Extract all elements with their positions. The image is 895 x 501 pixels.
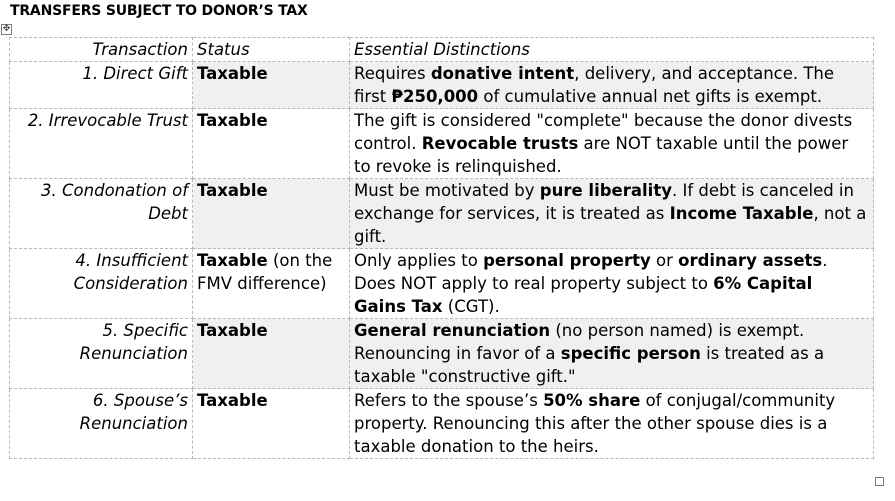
distinction-cell [350, 62, 874, 109]
status-cell [193, 62, 350, 109]
emphasis-text: Income Taxable [669, 204, 814, 223]
distinction-text: (no person named) is exempt. Renouncing in favor of a [354, 321, 805, 363]
status-cell [193, 109, 350, 179]
table-row [10, 389, 874, 459]
distinction-text: are NOT taxable until the power to revoke is relinquished. [354, 134, 849, 176]
header-row [10, 38, 874, 62]
emphasis-text: personal property [483, 251, 651, 270]
transaction-cell: 5. Specific Renunciation [10, 319, 193, 389]
table-row [10, 249, 874, 319]
status-cell [193, 249, 350, 319]
distinction-cell [350, 319, 874, 389]
document-title: TRANSFERS SUBJECT TO DONOR’S TAX [10, 3, 308, 19]
distinction-text: , delivery, and acceptance. The first [354, 64, 835, 106]
status-note: (on the FMV difference) [197, 251, 333, 293]
distinction-text: (CGT). [442, 297, 500, 316]
distinction-text: Only applies to [354, 251, 484, 270]
emphasis-text: 6% Capital Gains Tax [354, 274, 813, 316]
status-label: Taxable [197, 181, 268, 200]
transaction-cell: 3. Condonation of Debt [10, 179, 193, 249]
table-resize-handle[interactable] [875, 477, 884, 486]
status-cell [193, 389, 350, 459]
transaction-cell: 2. Irrevocable Trust [10, 109, 193, 179]
distinction-text: . Does NOT apply to real property subject to [354, 251, 828, 293]
emphasis-text: specific person [560, 344, 701, 363]
status-label: Taxable [197, 64, 268, 83]
distinction-text: . If debt is canceled in exchange for services, it is treated as [354, 181, 854, 223]
table-row [10, 62, 874, 109]
distinction-text: or [650, 251, 679, 270]
distinction-text: of cumulative annual net gifts is exempt. [478, 87, 823, 106]
table-row [10, 179, 874, 249]
donors-tax-table [9, 37, 874, 459]
table-row [10, 109, 874, 179]
status-label: Taxable [197, 391, 268, 410]
emphasis-text: ordinary assets [678, 251, 823, 270]
transaction-cell: 6. Spouse’s Renunciation [10, 389, 193, 459]
emphasis-text: 50% share [543, 391, 641, 410]
distinction-cell [350, 179, 874, 249]
move-cross-icon[interactable]: ✥ [2, 24, 11, 34]
status-label: Taxable [197, 111, 268, 130]
status-label: Taxable [197, 251, 268, 270]
distinction-text: The gift is considered "complete" because the donor divests control. [354, 111, 853, 153]
distinction-cell [350, 389, 874, 459]
emphasis-text: donative intent [430, 64, 575, 83]
status-cell [193, 319, 350, 389]
header-transaction: Transaction [10, 38, 193, 62]
emphasis-text: pure liberality [539, 181, 672, 200]
status-cell [193, 179, 350, 249]
header-essential-distinctions: Essential Distinctions [350, 38, 874, 62]
distinction-text: of conjugal/community property. Renouncing this after the other spouse dies is a taxable donation to the heirs. [354, 391, 836, 456]
distinction-text: Requires [354, 64, 431, 83]
transaction-cell: 4. Insufficient Consideration [10, 249, 193, 319]
emphasis-text: General renunciation [354, 321, 551, 340]
table-row [10, 319, 874, 389]
transaction-cell: 1. Direct Gift [10, 62, 193, 109]
distinction-text: , not a gift. [354, 204, 867, 246]
distinction-text: is treated as a taxable "constructive gift." [354, 344, 825, 386]
emphasis-text: Revocable trusts [421, 134, 579, 153]
status-label: Taxable [197, 321, 268, 340]
emphasis-text: ₱250,000 [391, 87, 479, 106]
header-status: Status [193, 38, 350, 62]
distinction-cell [350, 249, 874, 319]
distinction-text: Refers to the spouse’s [354, 391, 544, 410]
distinction-text: Must be motivated by [354, 181, 540, 200]
distinction-cell [350, 109, 874, 179]
